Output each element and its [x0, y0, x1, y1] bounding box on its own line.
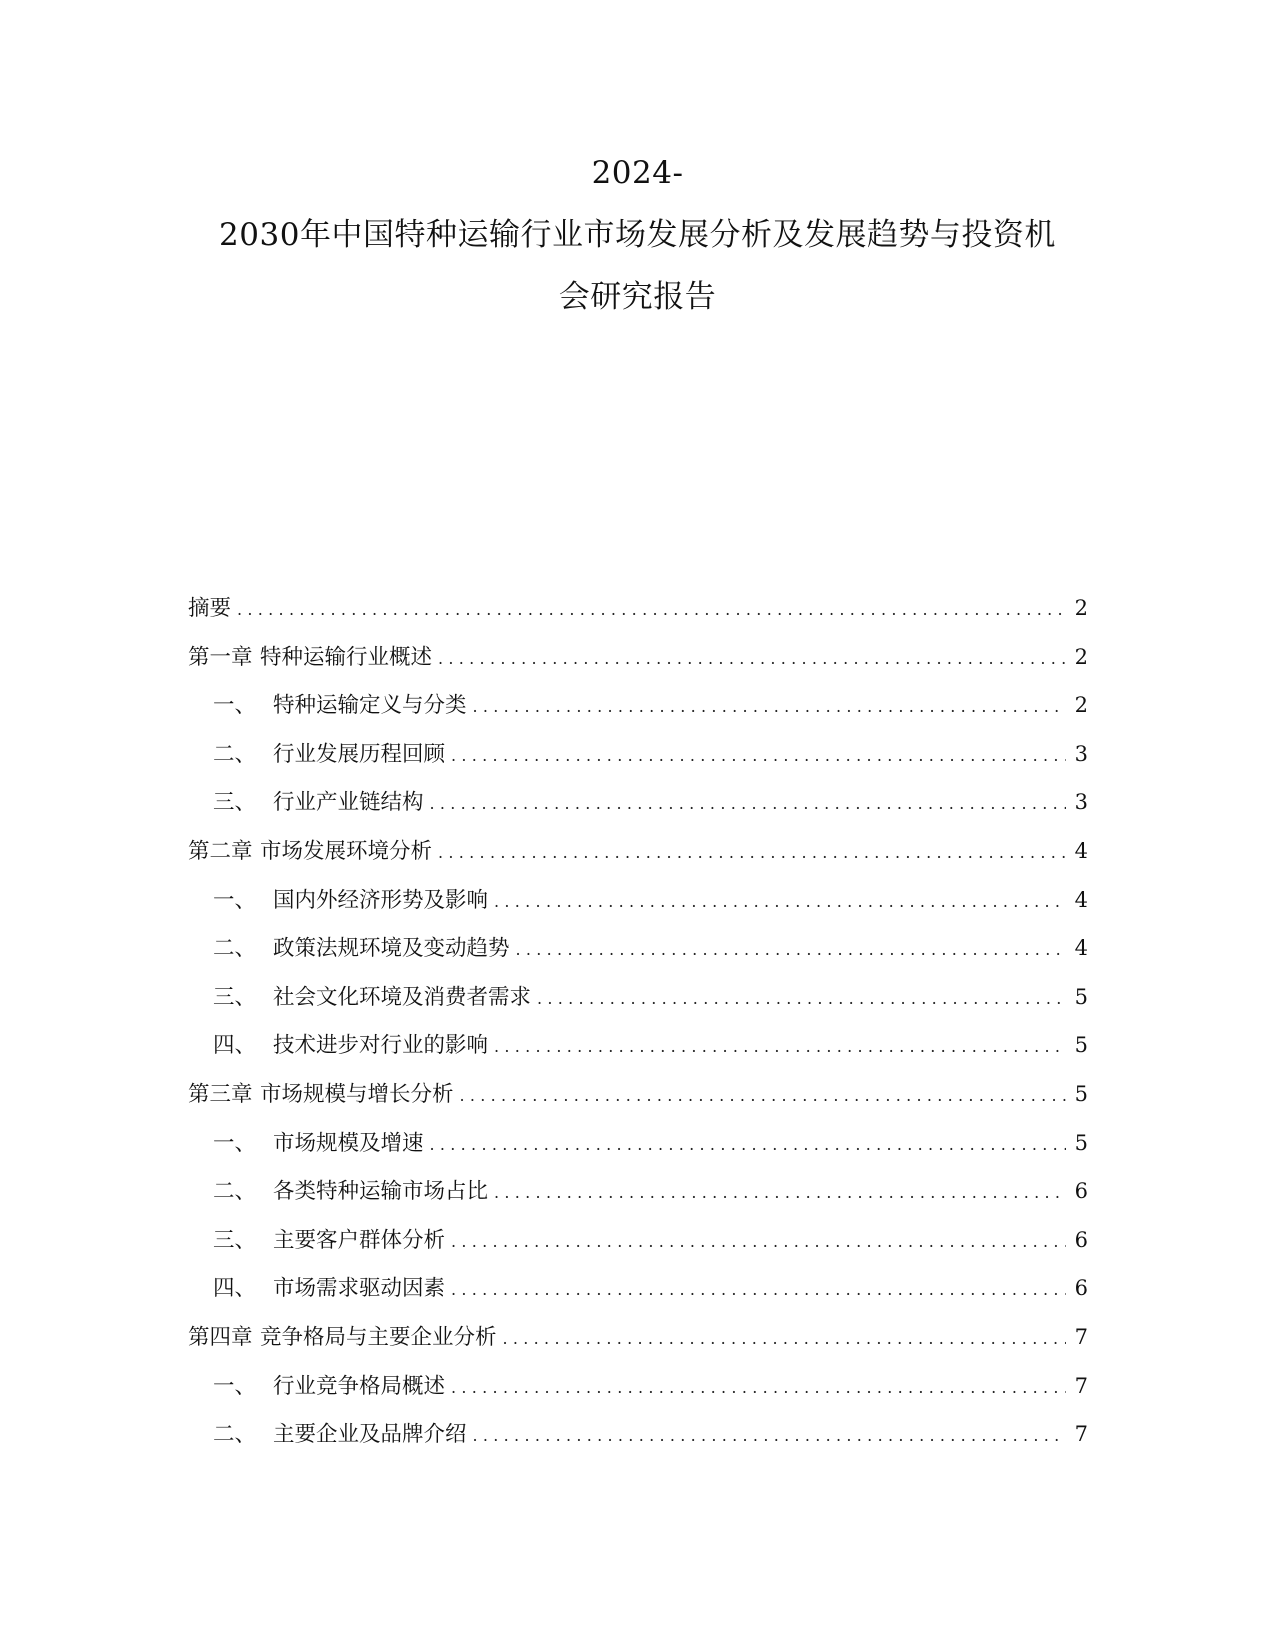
toc-entry-number: 二、	[213, 936, 257, 962]
toc-entry[interactable]	[188, 1174, 1088, 1223]
toc-entry-label: 国内外经济形势及影响	[273, 887, 489, 913]
toc-entry[interactable]	[188, 1417, 1088, 1466]
toc-page-number: 7	[1074, 1324, 1088, 1349]
toc-entry-number: 第三章	[188, 1081, 253, 1107]
toc-dot-leader	[494, 1183, 1066, 1202]
toc-entry[interactable]	[188, 737, 1088, 786]
toc-page-number: 2	[1074, 644, 1088, 669]
toc-entry[interactable]	[188, 834, 1088, 883]
toc-page-number: 5	[1074, 1081, 1088, 1106]
toc-entry[interactable]	[188, 1126, 1088, 1175]
toc-page-number: 4	[1074, 887, 1088, 912]
table-of-contents	[188, 591, 1088, 1466]
toc-page-number: 7	[1074, 1373, 1088, 1398]
toc-page-number: 5	[1074, 1033, 1088, 1058]
toc-entry-number: 一、	[213, 1373, 257, 1399]
toc-entry-label: 技术进步对行业的影响	[273, 1033, 489, 1059]
toc-entry-number: 三、	[213, 984, 257, 1010]
toc-entry-number: 第二章	[188, 838, 253, 864]
title-line: 2024-	[591, 155, 684, 191]
toc-page-number: 6	[1074, 1276, 1088, 1301]
toc-page-number: 6	[1074, 1227, 1088, 1252]
toc-dot-leader	[430, 794, 1066, 813]
report-title	[0, 142, 1275, 328]
toc-entry-label: 摘要	[188, 596, 232, 621]
toc-page-number: 5	[1074, 1130, 1088, 1155]
toc-entry[interactable]	[188, 1077, 1088, 1126]
toc-entry-number: 第四章	[188, 1324, 253, 1350]
title-line: 会研究报告	[558, 279, 717, 315]
toc-page-number: 4	[1074, 838, 1088, 863]
toc-entry[interactable]	[188, 785, 1088, 834]
toc-dot-leader	[494, 1037, 1066, 1056]
toc-entry[interactable]	[188, 1028, 1088, 1077]
toc-dot-leader	[473, 1426, 1066, 1445]
toc-entry[interactable]	[188, 1320, 1088, 1369]
toc-entry[interactable]	[188, 1369, 1088, 1418]
toc-entry-label: 行业竞争格局概述	[273, 1373, 446, 1399]
toc-page-number: 2	[1074, 596, 1088, 620]
toc-entry-number: 三、	[213, 790, 257, 816]
toc-entry-label: 市场发展环境分析	[260, 838, 433, 864]
title-line: 2030年中国特种运输行业市场发展分析及发展趋势与投资机	[219, 217, 1056, 253]
toc-entry-label: 行业产业链结构	[273, 790, 424, 816]
toc-entry-label: 主要客户群体分析	[273, 1227, 446, 1253]
toc-entry[interactable]	[188, 931, 1088, 980]
toc-entry-number: 一、	[213, 693, 257, 719]
toc-dot-leader	[237, 600, 1066, 619]
toc-entry-number: 四、	[213, 1276, 257, 1302]
toc-entry-label: 市场规模及增速	[273, 1130, 424, 1156]
toc-entry-number: 第一章	[188, 644, 253, 670]
toc-entry-number: 一、	[213, 887, 257, 913]
toc-dot-leader	[503, 1329, 1066, 1348]
toc-entry-number: 二、	[213, 1179, 257, 1205]
toc-dot-leader	[451, 1280, 1066, 1299]
toc-entry[interactable]	[188, 1271, 1088, 1320]
toc-page-number: 3	[1074, 741, 1088, 766]
toc-entry-label: 行业发展历程回顾	[273, 741, 446, 767]
toc-entry-number: 三、	[213, 1227, 257, 1253]
toc-entry-label: 政策法规环境及变动趋势	[273, 936, 510, 962]
toc-dot-leader	[430, 1135, 1066, 1154]
toc-page-number: 2	[1074, 693, 1088, 718]
toc-entry-number: 四、	[213, 1033, 257, 1059]
toc-entry-label: 竞争格局与主要企业分析	[260, 1324, 497, 1350]
toc-dot-leader	[473, 697, 1066, 716]
toc-entry-label: 主要企业及品牌介绍	[273, 1422, 467, 1448]
toc-page-number: 3	[1074, 790, 1088, 815]
toc-dot-leader	[451, 746, 1066, 765]
toc-entry-number: 一、	[213, 1130, 257, 1156]
toc-dot-leader	[494, 892, 1066, 911]
toc-entry-label: 社会文化环境及消费者需求	[273, 984, 532, 1010]
toc-entry[interactable]	[188, 980, 1088, 1029]
toc-dot-leader	[451, 1232, 1066, 1251]
toc-dot-leader	[438, 843, 1066, 862]
toc-entry-label: 市场规模与增长分析	[260, 1081, 454, 1107]
toc-entry[interactable]	[188, 640, 1088, 689]
toc-dot-leader	[516, 940, 1066, 959]
toc-page-number: 5	[1074, 984, 1088, 1009]
toc-entry[interactable]	[188, 1223, 1088, 1272]
toc-dot-leader	[451, 1378, 1066, 1397]
toc-entry-label: 各类特种运输市场占比	[273, 1179, 489, 1205]
toc-entry-label: 特种运输定义与分类	[273, 693, 467, 719]
toc-entry-label: 市场需求驱动因素	[273, 1276, 446, 1302]
toc-entry-number: 二、	[213, 1422, 257, 1448]
toc-page-number: 4	[1074, 936, 1088, 961]
toc-entry[interactable]	[188, 688, 1088, 737]
toc-entry-label: 特种运输行业概述	[260, 644, 433, 670]
toc-dot-leader	[438, 649, 1066, 668]
toc-page-number: 6	[1074, 1179, 1088, 1204]
toc-entry-number: 二、	[213, 741, 257, 767]
toc-page-number: 7	[1074, 1422, 1088, 1447]
toc-entry[interactable]	[188, 883, 1088, 932]
toc-dot-leader	[460, 1086, 1066, 1105]
toc-entry[interactable]	[188, 591, 1088, 640]
toc-dot-leader	[537, 989, 1066, 1008]
